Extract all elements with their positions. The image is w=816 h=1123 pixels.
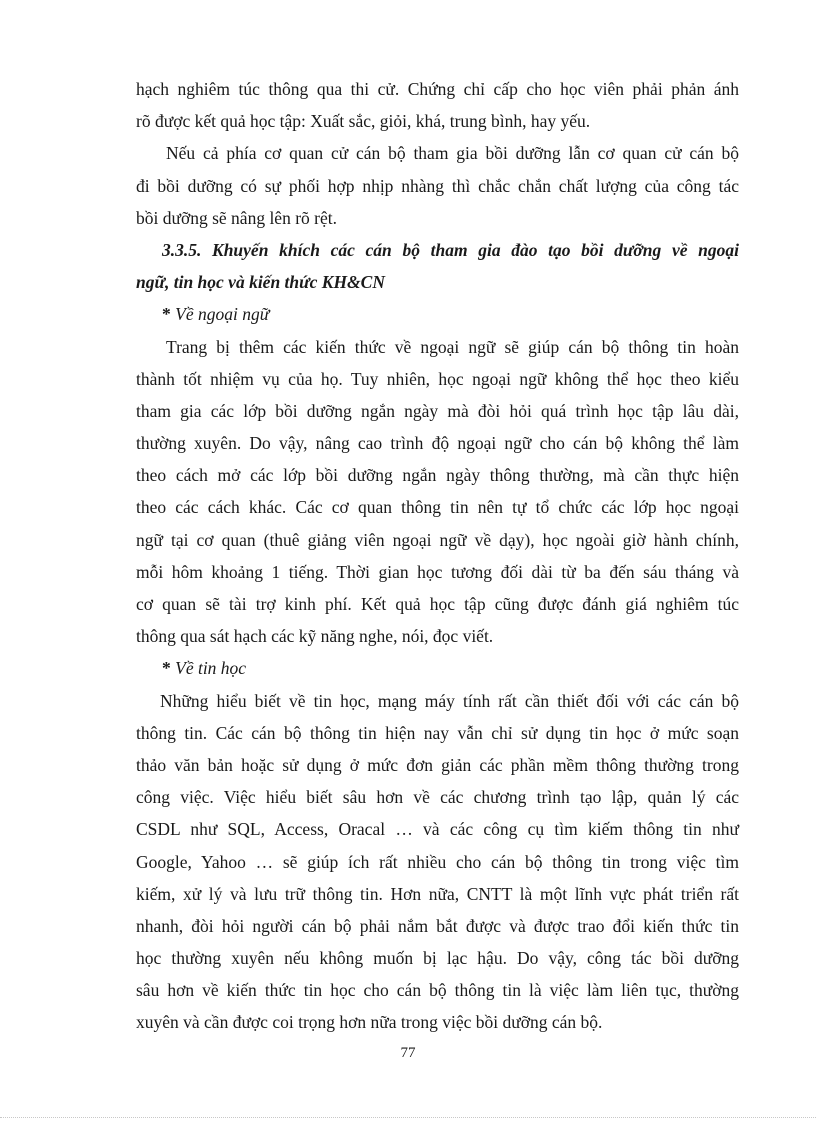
paragraph-line: mỗi hôm khoảng 1 tiếng. Thời gian học tương đối dài từ ba đến sáu tháng và <box>136 561 739 582</box>
paragraph-line: CSDL như SQL, Access, Oracal … và các công cụ tìm kiếm thông tin như <box>136 819 739 840</box>
paragraph-line: theo cách mở các lớp bồi dưỡng ngắn ngày thông thường, mà cần thực hiện <box>136 465 739 486</box>
bullet-star: * <box>162 658 171 679</box>
paragraph-line: Nếu cả phía cơ quan cử cán bộ tham gia bồi dưỡng lẫn cơ quan cử cán bộ <box>166 143 739 164</box>
subsection-foreign-language <box>136 298 739 330</box>
paragraph-line: công việc. Việc hiểu biết sâu hơn về các chương trình tạo lập, quản lý các <box>136 787 739 808</box>
paragraph-line: kiếm, xử lý và lưu trữ thông tin. Hơn nữa, CNTT là một lĩnh vực phát triển rất <box>136 883 739 904</box>
paragraph-line: thảo văn bản hoặc sử dụng ở mức đơn giản các phần mềm thông thường trong <box>136 754 739 775</box>
paragraph-line: Trang bị thêm các kiến thức về ngoại ngữ sẽ giúp cán bộ thông tin hoàn <box>166 336 739 357</box>
bottom-divider <box>0 1117 816 1118</box>
paragraph-line: thông qua sát hạch các kỹ năng nghe, nói, đọc viết. <box>136 626 494 647</box>
page-body <box>136 73 739 1039</box>
paragraph-line: nhanh, đòi hỏi người cán bộ phải nắm bắt được và được trao đổi kiến thức tin <box>136 915 739 936</box>
paragraph-line: đi bồi dưỡng có sự phối hợp nhịp nhàng thì chắc chắn chất lượng của công tác <box>136 175 739 196</box>
section-heading: ngữ, tin học và kiến thức KH&CN <box>136 272 385 293</box>
paragraph-line: ngữ tại cơ quan (thuê giảng viên ngoại ngữ về dạy), học ngoài giờ hành chính, <box>136 529 739 550</box>
paragraph-line: thông tin. Các cán bộ thông tin hiện nay vẫn chỉ sử dụng tin học ở mức soạn <box>136 722 739 743</box>
paragraph-line: hạch nghiêm túc thông qua thi cử. Chứng chỉ cấp cho học viên phải phản ánh <box>136 79 739 99</box>
paragraph-line: theo các cách khác. Các cơ quan thông tin nên tự tổ chức các lớp học ngoại <box>136 497 739 518</box>
paragraph-line: thường xuyên. Do vậy, nâng cao trình độ ngoại ngữ cho cán bộ không thể làm <box>136 433 739 454</box>
paragraph-line: rõ được kết quả học tập: Xuất sắc, giỏi, khá, trung bình, hay yếu. <box>136 111 591 132</box>
paragraph-line: sâu hơn về kiến thức tin học cho cán bộ thông tin là việc làm liên tục, thường <box>136 980 739 1001</box>
paragraph-line: Những hiểu biết về tin học, mạng máy tính rất cần thiết đối với các cán bộ <box>160 690 739 711</box>
subsection-label: Về ngoại ngữ <box>175 304 270 325</box>
paragraph-line: cơ quan sẽ tài trợ kinh phí. Kết quả học tập cũng được đánh giá nghiêm túc <box>136 594 739 614</box>
paragraph-line: Google, Yahoo … sẽ giúp ích rất nhiều cho cán bộ thông tin trong việc tìm <box>136 851 739 872</box>
paragraph-line: bồi dưỡng sẽ nâng lên rõ rệt. <box>136 207 337 228</box>
paragraph-line: thành tốt nhiệm vụ của họ. Tuy nhiên, học ngoại ngữ không thể học theo kiểu <box>136 368 739 389</box>
paragraph-line: xuyên và cần được coi trọng hơn nữa trong việc bồi dưỡng cán bộ. <box>136 1012 603 1033</box>
bullet-star: * <box>162 304 171 325</box>
paragraph-line: tham gia các lớp bồi dưỡng ngắn ngày mà đòi hỏi quá trình học tập lâu dài, <box>136 400 739 421</box>
section-heading: 3.3.5. Khuyến khích các cán bộ tham gia đào tạo bồi dưỡng về ngoại <box>162 239 739 260</box>
subsection-informatics <box>136 652 739 684</box>
page-number: 77 <box>400 1045 416 1061</box>
subsection-label: Về tin học <box>175 658 247 679</box>
paragraph-line: học thường xuyên nếu không muốn bị lạc hậu. Do vậy, công tác bồi dưỡng <box>136 948 739 969</box>
